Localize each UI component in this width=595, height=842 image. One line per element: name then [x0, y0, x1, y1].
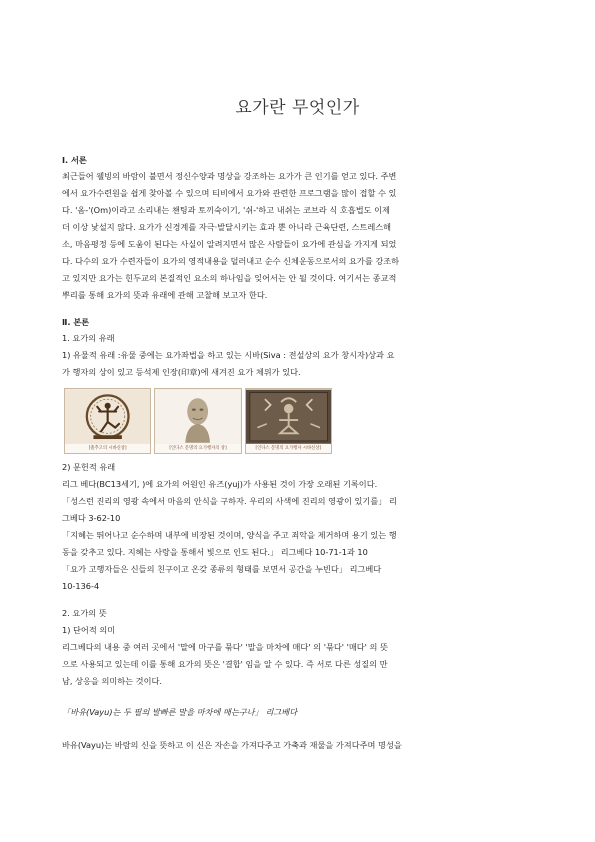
intro-line: 고 있지만 요가는 힌두교의 본질적인 요소의 하나임을 잊어서는 안 될 것이다. 여기서는 종교적 — [62, 273, 397, 283]
intro-line: 더 이상 낯설지 않다. 요가가 신경계를 자극·발달시키는 효과 뿐 아니라 근육단련, 스트레스해 — [62, 222, 392, 232]
artifact-figures — [64, 388, 332, 454]
vayu-line: 바유(Vayu)는 바람의 신을 뜻하고 이 신은 자손을 가져다주고 가축과 재물을 가져다주며 명성을 — [62, 740, 402, 750]
meaning-line: 남, 상응을 의미하는 것이다. — [62, 676, 163, 686]
figure-caption: [인다스 문명의 요가행자의 상] — [155, 444, 240, 453]
intro-line: 최근들어 웰빙의 바람이 불면서 정신수양과 명상을 강조하는 요가가 큰 인기를 얻고 있다. 주변 — [62, 171, 397, 181]
intro-line: 뿌리를 통해 요가의 뜻과 유래에 관해 고찰해 보고자 한다. — [62, 290, 268, 300]
intro-heading: Ⅰ. 서론 — [62, 155, 87, 165]
intro-line: 소, 마음평정 등에 도움이 된다는 사실이 알려지면서 많은 사람들이 요가에 관심을 가지게 되었 — [62, 239, 397, 249]
literature-line: 「성스런 진리의 영광 속에서 마음의 안식을 구하자. 우리의 사색에 진리의 영광이 있기를」 리 — [62, 496, 397, 506]
origin-heading: 1. 요가의 유래 — [62, 333, 115, 343]
meaning-sub1: 1) 단어적 의미 — [62, 625, 116, 635]
origin-sub1: 1) 유물적 유래 :유물 중에는 요가좌법을 하고 있는 시바(Siva : 전설상의 요가 창시자)상과 요 — [62, 350, 395, 360]
literature-line: 10-136-4 — [62, 581, 100, 591]
literature-line: 그베다 3-62-10 — [62, 513, 121, 523]
figure-caption: [인다스 문명의 요가행자 시바신상] — [246, 444, 331, 453]
vayu-quote: 「바유(Vayu)는 두 필의 발빠른 말을 마차에 매는구나」 리그베다 — [62, 707, 298, 717]
intro-line: 다. '옴-'(Om)이라고 소리내는 챈팅과 토끼숙이기, '쉬-'하고 내쉬는 코브라 식 호흡법도 이제 — [62, 205, 390, 215]
origin-sub2: 2) 문헌적 유래 — [62, 462, 116, 472]
literature-line: 리그 베다(BC13세기, )에 요가의 어원인 유즈(yuj)가 사용된 것이 가장 오래된 기록이다. — [62, 479, 378, 489]
figure-yogi-statue — [154, 388, 241, 454]
page-title: 요가란 무엇인가 — [235, 98, 360, 118]
literature-line: 동을 갖추고 있다. 지혜는 사랑을 통해서 빛으로 인도 된다.」 리그베다 10-71-1과 10 — [62, 547, 368, 557]
intro-line: 에서 요가수련원을 쉽게 찾아볼 수 있으며 티비에서 요가와 관련한 프로그램을 많이 접할 수 있 — [62, 188, 397, 198]
origin-sub1-cont: 가 행자의 상이 있고 등석제 인장(印章)에 새겨진 요가 체위가 있다. — [62, 367, 301, 377]
intro-line: 다. 다수의 요가 수련자들이 요가의 영적내용을 덜러내고 순수 신체운동으로서의 요가를 강조하 — [62, 256, 400, 266]
meaning-line: 으로 사용되고 있는데 이를 통해 요가의 뜻은 '결합' 임을 알 수 있다. 즉 서로 다른 성질의 만 — [62, 659, 388, 669]
figure-seal — [245, 388, 332, 454]
meaning-line: 리그베다의 내용 중 여러 곳에서 '말에 마구를 묶다' '말을 마차에 매다' 의 '묶다' '매다' 의 뜻 — [62, 642, 388, 652]
figure-dancing-shiva — [64, 388, 151, 454]
meaning-heading: 2. 요가의 뜻 — [62, 608, 107, 618]
literature-line: 「지혜는 뛰어나고 순수하며 내부에 비장된 것이며, 양식을 주고 죄악을 제거하며 용기 있는 행 — [62, 530, 397, 540]
figure-caption: [춤추고의 시바신상] — [65, 444, 150, 453]
literature-line: 「요가 고행자들은 신들의 친구이고 온갖 종류의 형태를 보면서 공간을 누빈다」 리그베다 — [62, 564, 382, 574]
body-heading: Ⅱ. 본론 — [62, 317, 90, 327]
